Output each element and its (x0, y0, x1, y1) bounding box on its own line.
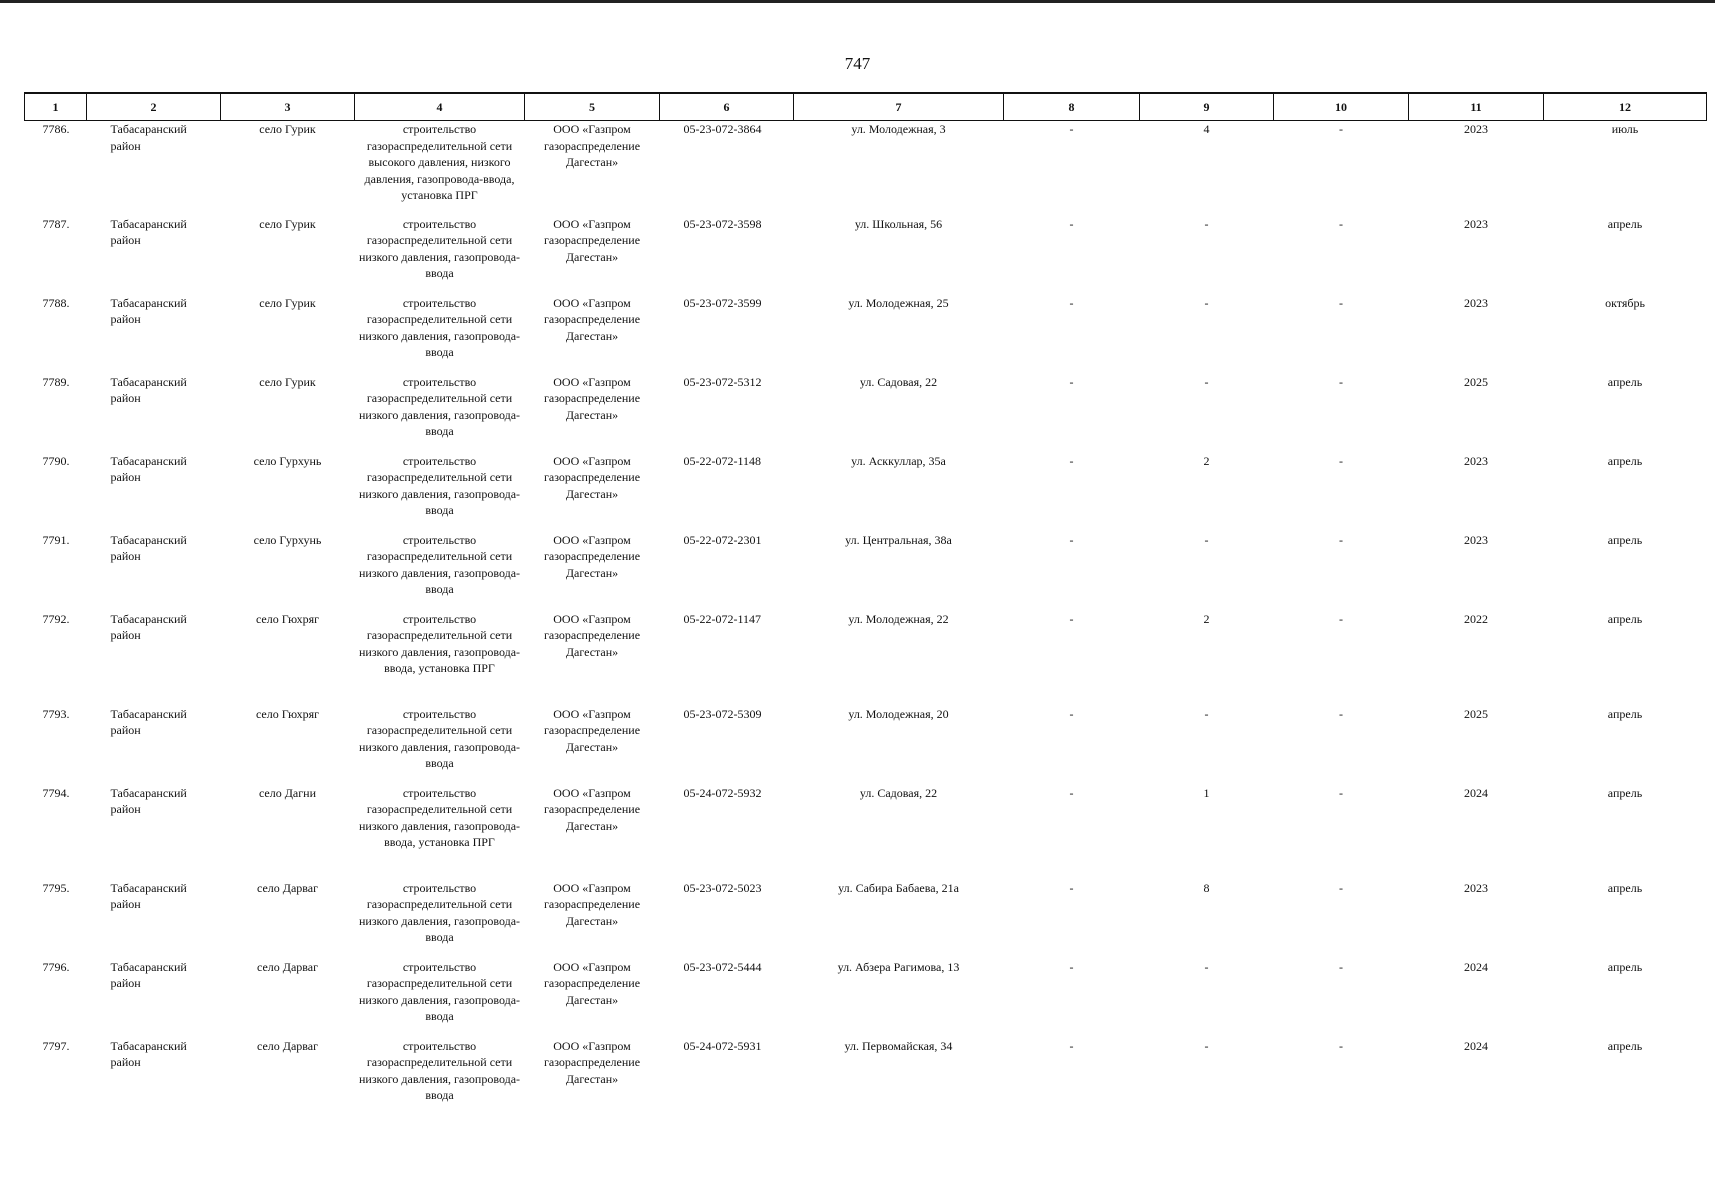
col10-cell: - (1339, 706, 1343, 721)
district-cell: Табасаранский район (110, 611, 187, 642)
table-row (25, 1038, 1707, 1117)
column-header: 8 (1004, 93, 1140, 121)
address-cell: ул. Абзера Рагимова, 13 (837, 959, 960, 974)
work-description-cell: строительство газораспределительной сети низкого давления, газопровода-ввода (358, 532, 521, 596)
header-row (25, 93, 1707, 121)
row-number: 7796. (42, 959, 70, 974)
col8-cell: - (1069, 122, 1074, 136)
col9-cell: 4 (1203, 122, 1210, 136)
table-row (25, 959, 1707, 1038)
work-description-cell: строительство газораспределительной сети низкого давления, газопровода-ввода (358, 216, 521, 280)
district-cell: Табасаранский район (110, 216, 187, 247)
district-cell: Табасаранский район (110, 122, 187, 153)
table-row (25, 121, 1707, 216)
organization-cell: ООО «Газпром газораспределение Дагестан» (543, 374, 641, 422)
organization-cell: ООО «Газпром газораспределение Дагестан» (543, 295, 641, 343)
year-cell: 2025 (1464, 706, 1488, 721)
object-code-cell: 05-23-072-3598 (683, 216, 762, 231)
column-header: 6 (660, 93, 794, 121)
month-cell: апрель (1607, 1038, 1643, 1053)
village-cell: село Дагни (258, 785, 317, 800)
object-code-cell: 05-22-072-1147 (683, 611, 762, 626)
column-header: 2 (87, 93, 221, 121)
col9-cell: 8 (1203, 880, 1210, 895)
column-header: 7 (794, 93, 1004, 121)
work-description-cell: строительство газораспределительной сети низкого давления, газопровода-ввода (358, 880, 521, 944)
column-header: 12 (1544, 93, 1707, 121)
village-cell: село Дарваг (256, 880, 319, 895)
col8-cell: - (1069, 706, 1074, 721)
year-cell: 2024 (1464, 959, 1488, 974)
district-cell: Табасаранский район (110, 880, 187, 911)
column-header: 9 (1140, 93, 1274, 121)
col8-cell: - (1069, 453, 1074, 468)
work-description-cell: строительство газораспределительной сети низкого давления, газопровода-ввода (358, 453, 521, 517)
month-cell: апрель (1607, 785, 1643, 800)
village-cell: село Дарваг (256, 1038, 319, 1053)
work-description-cell: строительство газораспределительной сети высокого давления, низкого давления, газопровода-ввода, установка ПРГ (364, 122, 515, 202)
col9-cell: - (1204, 959, 1209, 974)
district-cell: Табасаранский район (110, 295, 187, 326)
district-cell: Табасаранский район (110, 706, 187, 737)
row-number: 7787. (42, 216, 70, 231)
village-cell: село Гюхряг (255, 611, 320, 626)
month-cell: июль (1611, 122, 1639, 136)
year-cell: 2023 (1464, 122, 1488, 136)
address-cell: ул. Молодежная, 3 (851, 122, 946, 136)
row-number: 7786. (42, 122, 70, 136)
object-code-cell: 05-23-072-5023 (683, 880, 762, 895)
col8-cell: - (1069, 532, 1074, 547)
object-code-cell: 05-23-072-5309 (683, 706, 762, 721)
col9-cell: - (1204, 706, 1209, 721)
col9-cell: - (1204, 295, 1209, 310)
year-cell: 2025 (1464, 374, 1488, 389)
address-cell: ул. Центральная, 38а (845, 532, 952, 547)
col10-cell: - (1339, 1038, 1343, 1053)
organization-cell: ООО «Газпром газораспределение Дагестан» (543, 453, 641, 501)
row-number: 7790. (42, 453, 70, 468)
table-row (25, 374, 1707, 453)
district-cell: Табасаранский район (110, 1038, 187, 1069)
table-row (25, 706, 1707, 785)
col8-cell: - (1069, 880, 1074, 895)
col8-cell: - (1069, 785, 1074, 800)
village-cell: село Гурик (259, 122, 316, 136)
column-header: 11 (1409, 93, 1544, 121)
object-code-cell: 05-23-072-5444 (683, 959, 762, 974)
col10-cell: - (1339, 880, 1343, 895)
object-code-cell: 05-23-072-5312 (683, 374, 762, 389)
col8-cell: - (1069, 1038, 1074, 1053)
row-number: 7795. (42, 880, 70, 895)
col10-cell: - (1339, 785, 1343, 800)
organization-cell: ООО «Газпром газораспределение Дагестан» (543, 785, 641, 833)
object-code-cell: 05-23-072-3864 (683, 122, 762, 136)
organization-cell: ООО «Газпром газораспределение Дагестан» (543, 611, 641, 659)
work-description-cell: строительство газораспределительной сети низкого давления, газопровода-ввода (358, 959, 521, 1023)
column-header: 3 (221, 93, 355, 121)
column-header: 1 (25, 93, 87, 121)
address-cell: ул. Первомайская, 34 (844, 1038, 953, 1053)
table-row (25, 880, 1707, 959)
address-cell: ул. Сабира Бабаева, 21а (838, 880, 959, 895)
col8-cell: - (1069, 295, 1074, 310)
work-description-cell: строительство газораспределительной сети низкого давления, газопровода-ввода (358, 295, 521, 359)
col10-cell: - (1339, 295, 1343, 310)
col9-cell: - (1204, 1038, 1209, 1053)
organization-cell: ООО «Газпром газораспределение Дагестан» (543, 532, 641, 580)
work-description-cell: строительство газораспределительной сети низкого давления, газопровода-ввода, установка ПРГ (358, 785, 521, 849)
month-cell: апрель (1607, 959, 1643, 974)
registry-table (24, 92, 1707, 1117)
work-description-cell: строительство газораспределительной сети низкого давления, газопровода-ввода, установка ПРГ (358, 611, 521, 675)
column-header: 10 (1274, 93, 1409, 121)
month-cell: апрель (1607, 706, 1643, 721)
column-header: 4 (355, 93, 525, 121)
month-cell: апрель (1607, 374, 1643, 389)
col8-cell: - (1069, 611, 1074, 626)
organization-cell: ООО «Газпром газораспределение Дагестан» (543, 216, 641, 264)
village-cell: село Дарваг (256, 959, 319, 974)
address-cell: ул. Молодежная, 20 (848, 706, 949, 721)
year-cell: 2023 (1464, 216, 1488, 231)
column-header: 5 (525, 93, 660, 121)
page-number: 747 (844, 54, 871, 73)
month-cell: апрель (1607, 453, 1643, 468)
address-cell: ул. Садовая, 22 (859, 374, 938, 389)
village-cell: село Гурик (259, 295, 316, 310)
organization-cell: ООО «Газпром газораспределение Дагестан» (543, 706, 641, 754)
year-cell: 2023 (1464, 532, 1488, 547)
district-cell: Табасаранский район (110, 959, 187, 990)
village-cell: село Гюхряг (255, 706, 320, 721)
month-cell: апрель (1607, 532, 1643, 547)
year-cell: 2023 (1464, 453, 1488, 468)
organization-cell: ООО «Газпром газораспределение Дагестан» (543, 880, 641, 928)
table-row (25, 611, 1707, 706)
month-cell: апрель (1607, 611, 1643, 626)
village-cell: село Гурхунь (253, 532, 322, 547)
col10-cell: - (1339, 216, 1343, 231)
col10-cell: - (1339, 374, 1343, 389)
table-body (25, 121, 1707, 1117)
district-cell: Табасаранский район (110, 785, 187, 816)
table-row (25, 453, 1707, 532)
col10-cell: - (1339, 611, 1343, 626)
table-row (25, 785, 1707, 880)
district-cell: Табасаранский район (110, 374, 187, 405)
year-cell: 2023 (1464, 295, 1488, 310)
organization-cell: ООО «Газпром газораспределение Дагестан» (543, 959, 641, 1007)
col10-cell: - (1339, 532, 1343, 547)
row-number: 7794. (42, 785, 70, 800)
row-number: 7792. (42, 611, 70, 626)
month-cell: апрель (1607, 880, 1643, 895)
object-code-cell: 05-24-072-5931 (683, 1038, 762, 1053)
year-cell: 2023 (1464, 880, 1488, 895)
row-number: 7793. (42, 706, 70, 721)
object-code-cell: 05-22-072-1148 (683, 453, 762, 468)
address-cell: ул. Молодежная, 22 (848, 611, 949, 626)
organization-cell: ООО «Газпром газораспределение Дагестан» (543, 122, 641, 169)
col9-cell: - (1204, 216, 1209, 231)
row-number: 7791. (42, 532, 70, 547)
village-cell: село Гурик (259, 216, 316, 231)
row-number: 7788. (42, 295, 70, 310)
district-cell: Табасаранский район (110, 532, 187, 563)
row-number: 7797. (42, 1038, 70, 1053)
col10-cell: - (1339, 453, 1343, 468)
col9-cell: - (1204, 374, 1209, 389)
month-cell: апрель (1607, 216, 1643, 231)
address-cell: ул. Молодежная, 25 (848, 295, 949, 310)
work-description-cell: строительство газораспределительной сети низкого давления, газопровода-ввода (358, 706, 521, 770)
village-cell: село Гурик (259, 374, 316, 389)
col8-cell: - (1069, 216, 1074, 231)
work-description-cell: строительство газораспределительной сети низкого давления, газопровода-ввода (358, 1038, 521, 1102)
table-row (25, 216, 1707, 295)
address-cell: ул. Садовая, 22 (859, 785, 938, 800)
address-cell: ул. Асккуллар, 35а (851, 453, 946, 468)
year-cell: 2022 (1464, 611, 1488, 626)
object-code-cell: 05-24-072-5932 (683, 785, 762, 800)
object-code-cell: 05-23-072-3599 (683, 295, 762, 310)
col9-cell: 1 (1203, 785, 1210, 800)
object-code-cell: 05-22-072-2301 (683, 532, 762, 547)
village-cell: село Гурхунь (253, 453, 322, 468)
col9-cell: 2 (1203, 611, 1210, 626)
table-row (25, 532, 1707, 611)
month-cell: октябрь (1605, 295, 1645, 310)
work-description-cell: строительство газораспределительной сети низкого давления, газопровода-ввода (358, 374, 521, 438)
col10-cell: - (1339, 959, 1343, 974)
col9-cell: 2 (1203, 453, 1210, 468)
col8-cell: - (1069, 374, 1074, 389)
district-cell: Табасаранский район (110, 453, 187, 484)
col10-cell: - (1339, 122, 1343, 136)
year-cell: 2024 (1464, 1038, 1488, 1053)
organization-cell: ООО «Газпром газораспределение Дагестан» (543, 1038, 641, 1086)
year-cell: 2024 (1464, 785, 1488, 800)
address-cell: ул. Школьная, 56 (854, 216, 943, 231)
col8-cell: - (1069, 959, 1074, 974)
top-rule (0, 0, 1715, 3)
col9-cell: - (1204, 532, 1209, 547)
table-row (25, 295, 1707, 374)
row-number: 7789. (42, 374, 70, 389)
